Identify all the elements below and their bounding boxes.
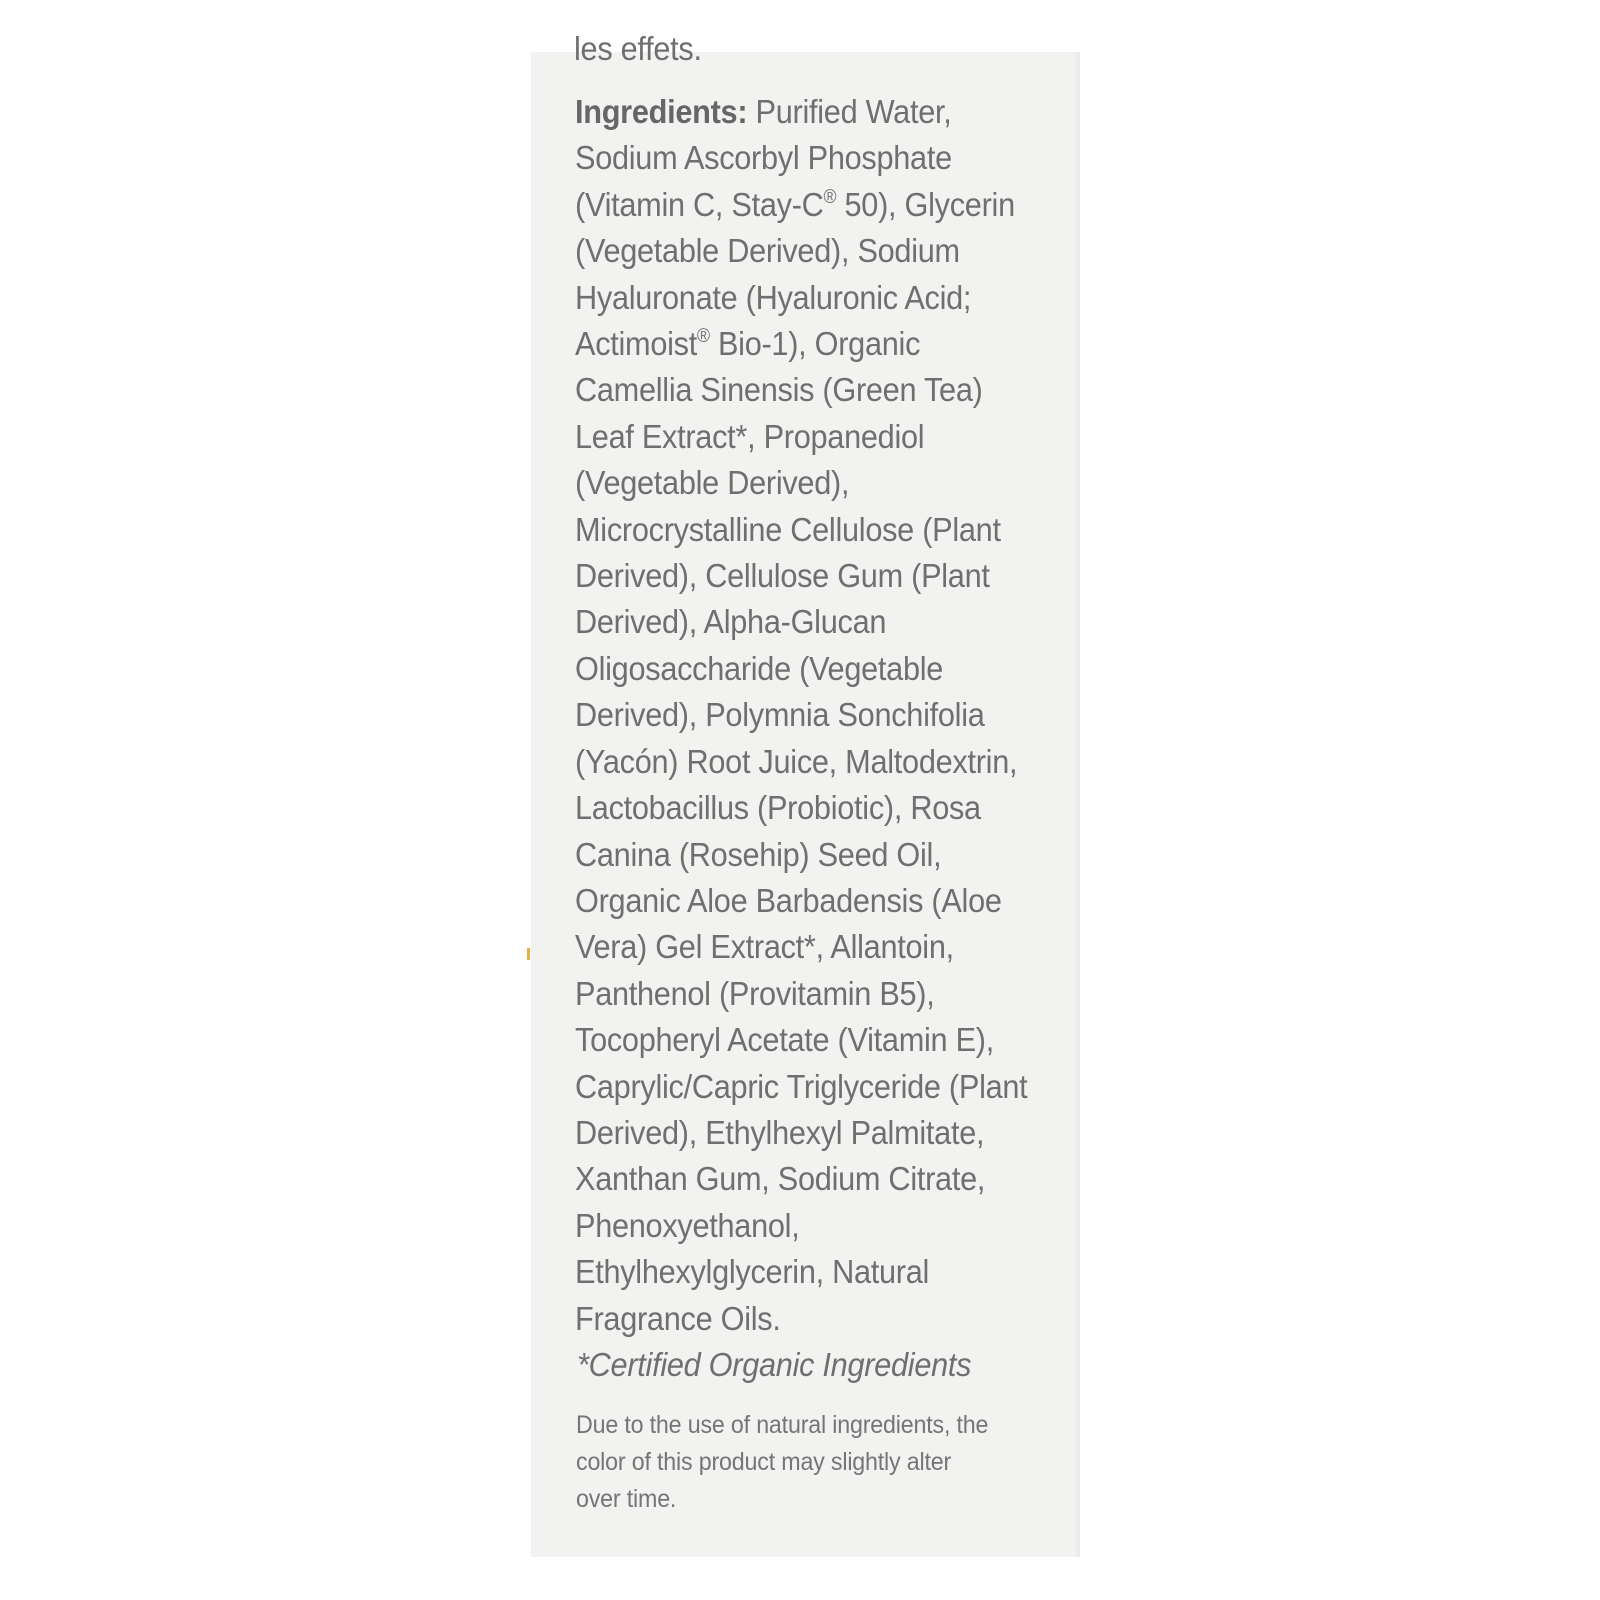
ingredient-text: Phenoxyethanol,: [575, 1206, 800, 1244]
ingredient-line: [575, 971, 1068, 1017]
ingredients-list: [575, 89, 1068, 1342]
ingredient-line: [575, 135, 1068, 181]
disclaimer-line: color of this product may slightly alter: [576, 1448, 952, 1476]
ingredient-line: [575, 460, 1068, 506]
ingredient-line: [575, 1296, 1068, 1342]
ingredient-text: Derived), Alpha-Glucan: [575, 603, 887, 641]
ingredient-line: [575, 182, 1068, 228]
ingredient-text: Vera) Gel Extract*, Allantoin,: [575, 928, 954, 966]
ingredient-text: Leaf Extract*, Propanediol: [575, 417, 925, 455]
ingredient-line: [575, 924, 1068, 970]
ingredient-line: [575, 599, 1068, 645]
ingredient-text: (Vegetable Derived),: [575, 464, 850, 502]
ingredient-text: Purified Water,: [755, 93, 952, 130]
ingredient-text: Derived), Cellulose Gum (Plant: [575, 557, 990, 595]
ingredient-line: [575, 785, 1068, 831]
ingredient-text: Xanthan Gum, Sodium Citrate,: [575, 1160, 986, 1198]
ingredient-text: Actimoist: [575, 325, 697, 363]
ingredient-line: [575, 89, 1068, 135]
ingredient-line: [575, 414, 1068, 460]
ingredient-text: Tocopheryl Acetate (Vitamin E),: [575, 1021, 994, 1059]
ingredient-line: [575, 1110, 1068, 1156]
ingredient-text: Sodium Ascorbyl Phosphate: [575, 139, 952, 177]
ingredient-text: Panthenol (Provitamin B5),: [575, 974, 935, 1012]
ingredient-text: Oligosaccharide (Vegetable: [575, 649, 944, 687]
disclaimer-line: over time.: [576, 1485, 677, 1513]
ingredient-text: Organic Aloe Barbadensis (Aloe: [575, 881, 1002, 919]
ingredient-text: Microcrystalline Cellulose (Plant: [575, 510, 1001, 548]
ingredient-text: Lactobacillus (Probiotic), Rosa: [575, 789, 981, 827]
ingredient-text: 50), Glycerin: [836, 185, 1015, 223]
registered-mark: ®: [696, 326, 710, 348]
disclaimer: [576, 1407, 988, 1518]
package-edge-mark: [527, 948, 530, 960]
ingredient-text: (Vitamin C, Stay-C: [575, 185, 824, 223]
ingredient-text: Bio-1), Organic: [709, 325, 921, 363]
ingredient-line: [575, 1156, 1068, 1202]
ingredient-line: [575, 321, 1068, 367]
disclaimer-line: Due to the use of natural ingredients, the: [576, 1411, 989, 1439]
ingredient-text: Camellia Sinensis (Green Tea): [575, 371, 983, 409]
ingredient-line: [575, 228, 1068, 274]
ingredient-text: Caprylic/Capric Triglyceride (Plant: [575, 1067, 1028, 1105]
ingredient-line: [575, 692, 1068, 738]
ingredient-text: Hyaluronate (Hyaluronic Acid;: [575, 278, 972, 316]
ingredient-line: [575, 553, 1068, 599]
ingredient-text: Derived), Polymnia Sonchifolia: [575, 696, 985, 734]
ingredient-line: [575, 1249, 1068, 1295]
ingredient-text: Derived), Ethylhexyl Palmitate,: [575, 1113, 985, 1151]
ingredient-line: [575, 646, 1068, 692]
ingredient-text: (Yacón) Root Juice, Maltodextrin,: [575, 742, 1018, 780]
ingredient-line: [575, 507, 1068, 553]
registered-mark: ®: [823, 186, 837, 208]
ingredients-heading: Ingredients:: [575, 93, 748, 130]
ingredient-line: [575, 1017, 1068, 1063]
ingredient-text: Fragrance Oils.: [575, 1299, 781, 1337]
ingredient-line: [575, 878, 1068, 924]
ingredient-text: Ethylhexylglycerin, Natural: [575, 1253, 930, 1291]
ingredient-line: [575, 1064, 1068, 1110]
ingredient-text: (Vegetable Derived), Sodium: [575, 232, 960, 270]
ingredient-line: [575, 739, 1068, 785]
ingredient-line: [575, 275, 1068, 321]
ingredient-text: Canina (Rosehip) Seed Oil,: [575, 835, 942, 873]
ingredient-line: [575, 367, 1068, 413]
ingredient-line: [575, 832, 1068, 878]
label-panel: [531, 30, 1080, 1557]
ingredient-line: [575, 1203, 1068, 1249]
organic-note: *Certified Organic Ingredients: [577, 1346, 972, 1383]
cutoff-text: les effets.: [574, 30, 702, 67]
